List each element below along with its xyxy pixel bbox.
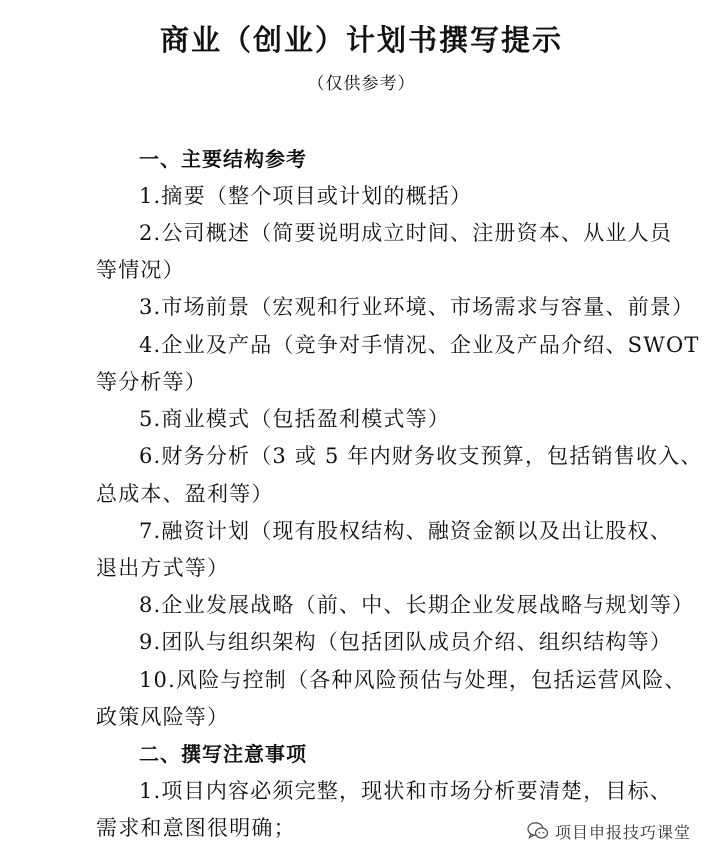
section-heading-notes: 二、撰写注意事项 <box>139 742 307 766</box>
list-item-5: 5.商业模式（包括盈利模式等） <box>139 407 451 431</box>
list-item-6: 6.财务分析（3 或 5 年内财务收支预算，包括销售收入、 <box>139 444 703 468</box>
list-item-9: 9.团队与组织架构（包括团队成员介绍、组织结构等） <box>139 630 673 654</box>
list-item-7: 7.融资计划（现有股权结构、融资金额以及出让股权、 <box>139 519 673 543</box>
watermark-text: 项目申报技巧课堂 <box>555 822 692 842</box>
section-heading-structure: 一、主要结构参考 <box>139 147 307 171</box>
list-item-4: 4.企业及产品（竞争对手情况、企业及产品介绍、SWOT <box>139 333 700 357</box>
list-item-6-continuation: 总成本、盈利等） <box>96 482 274 506</box>
list-item-7-continuation: 退出方式等） <box>96 556 230 580</box>
watermark <box>527 817 691 845</box>
list-item-3: 3.市场前景（宏观和行业环境、市场需求与容量、前景） <box>139 295 695 319</box>
wechat-icon <box>527 821 549 841</box>
list-item-10: 10.风险与控制（各种风险预估与处理，包括运营风险、 <box>139 668 687 692</box>
list-item-10-continuation: 政策风险等） <box>96 705 230 729</box>
page-subtitle: （仅供参考） <box>307 74 416 94</box>
list-item-4-continuation: 等分析等） <box>96 370 207 394</box>
note-item-1: 1.项目内容必须完整，现状和市场分析要清楚，目标、 <box>139 779 673 803</box>
page-title: 商业（创业）计划书撰写提示 <box>159 23 563 57</box>
list-item-8: 8.企业发展战略（前、中、长期企业发展战略与规划等） <box>139 593 695 617</box>
list-item-2-continuation: 等情况） <box>96 258 185 282</box>
note-item-1-continuation: 需求和意图很明确； <box>96 816 296 840</box>
list-item-1: 1.摘要（整个项目或计划的概括） <box>139 184 473 208</box>
list-item-2: 2.公司概述（简要说明成立时间、注册资本、从业人员 <box>139 221 673 245</box>
